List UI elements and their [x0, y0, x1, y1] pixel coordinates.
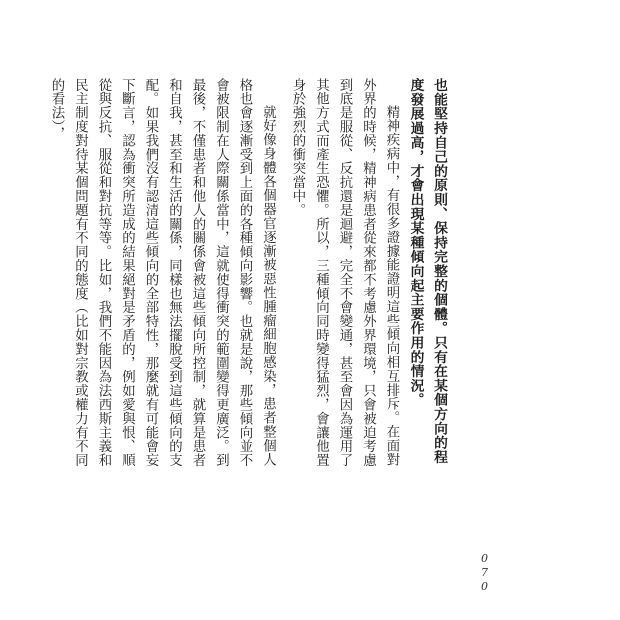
- paragraph-2: 就好像身體各個器官逐漸被惡性腫瘤細胞感染，患者整個人格也會逐漸受到上面的各種傾向影響。也就是說，那些傾向並不會被限制在人際關係當中，這就使得衝突的範圍變得更廣泛。到最後，不僅患者和他人的關係會被這些傾向所控制，就算是患者和自我，甚至和生活的關係，同樣也無法擺脫受到這些傾向的支配。如果我們沒有認清這些傾向的全部特性，那麼就有可能會妄下斷言，認為衝突所造成的結果絕對是矛盾的，例如愛與恨、順從與反抗、服從和對抗等等。比如，我們不能因為法西斯主義和民主制度對待某個問題有不同的態度（比如對宗教或權力有不同的看法），: [49, 78, 276, 468]
- paragraph-1: 精神疾病中，有很多證據能證明這些傾向相互排斥。在面對外界的時候，精神病患者從來都不考慮外界環境，只會被迫考慮到底是服從、反抗還是迴避，完全不會變通，甚至會因為運用了其他方式而產生恐懼。所以，三種傾向同時變得猛烈，會讓他置身於強烈的衝突當中。: [290, 78, 399, 468]
- vertical-text-block: [45, 78, 451, 470]
- bold-passage: 也能堅持自己的原則、保持完整的個體。只有在某個方向的程度發展過高，才會出現某種傾向起主要作用的情況。: [407, 78, 447, 465]
- page-number: 070: [478, 552, 491, 594]
